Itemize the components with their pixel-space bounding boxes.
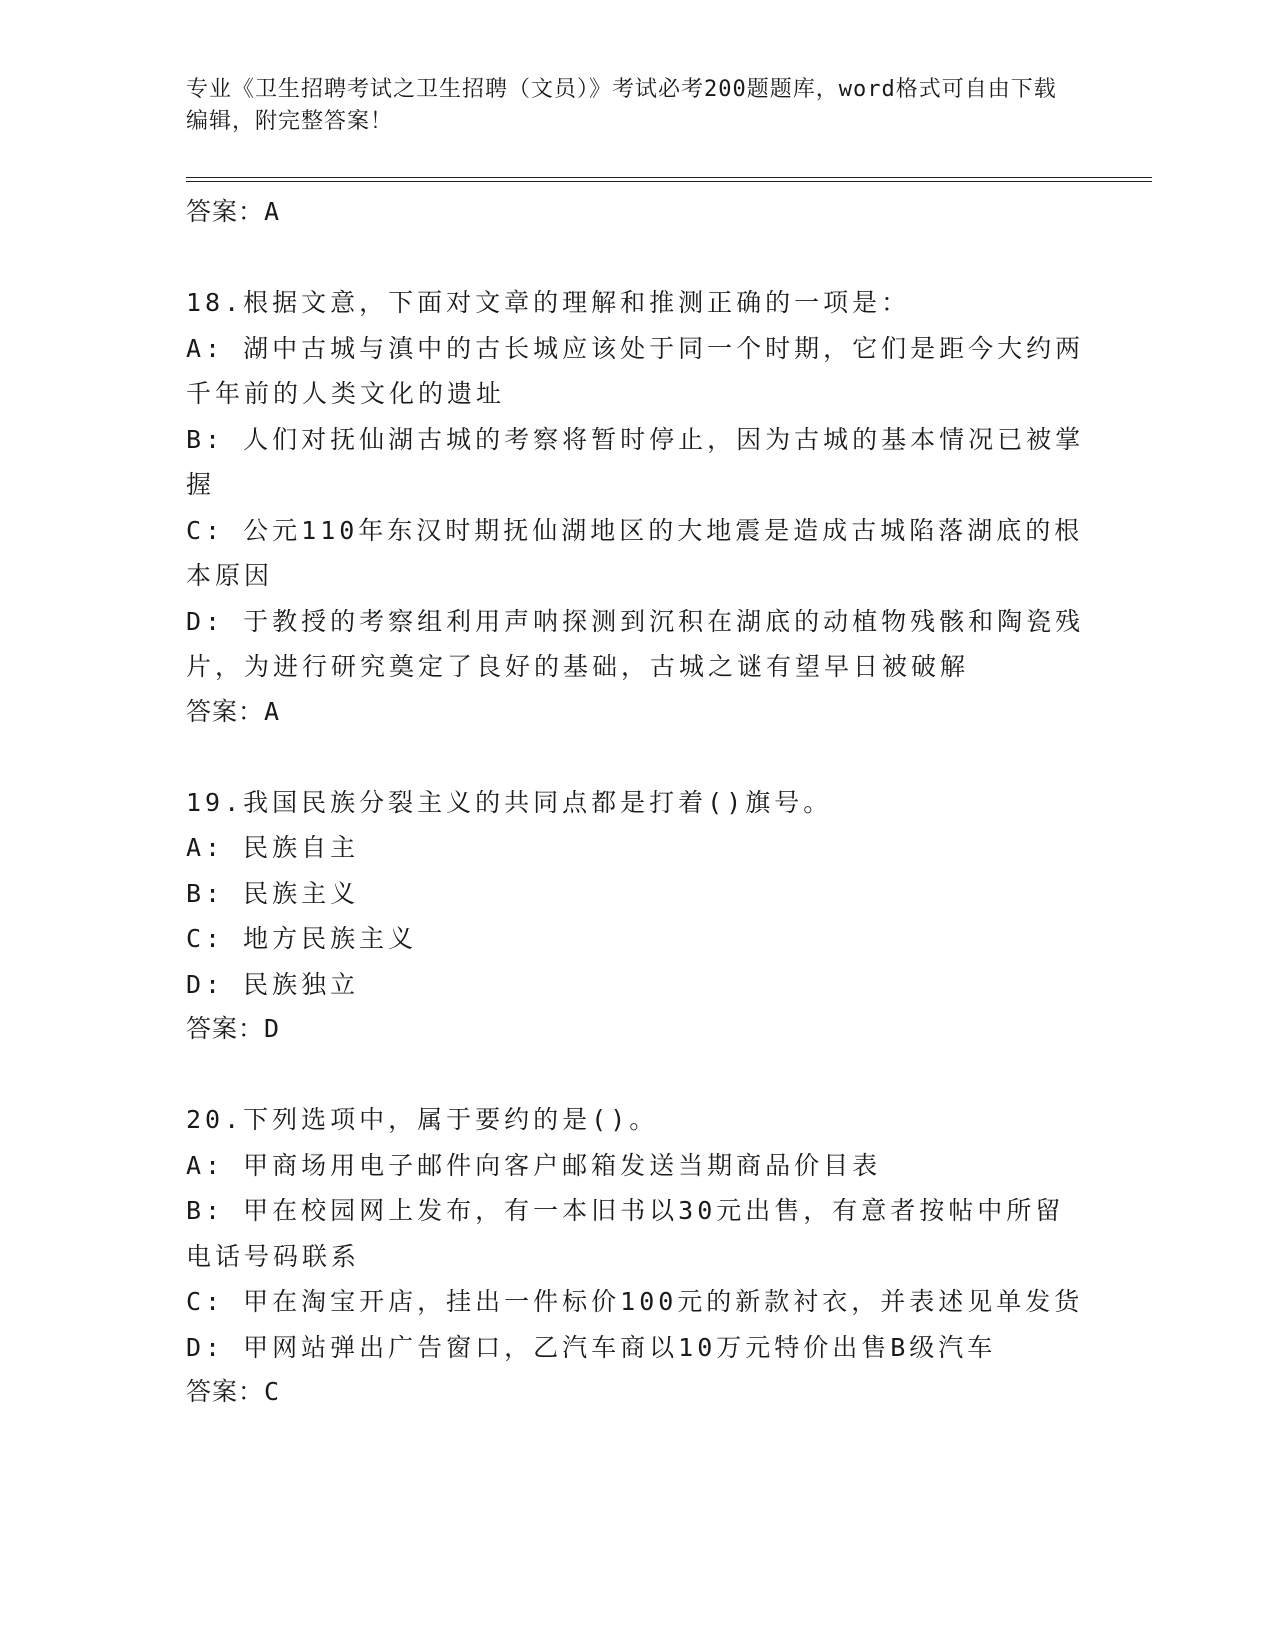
option-d: D: 民族独立 — [186, 969, 360, 999]
answer-line: 答案：D — [186, 1014, 281, 1043]
option-c: C: 甲在淘宝开店，挂出一件标价100元的新款衬衣，并表述见单发货 — [186, 1287, 1084, 1316]
header-divider-top — [186, 177, 1152, 178]
option-c: C: 公元110年东汉时期抚仙湖地区的大地震是造成古城陷落湖底的根本原因 — [186, 515, 1084, 590]
option-c: C: 地方民族主义 — [186, 924, 418, 953]
option-d: D: 于教授的考察组利用声呐探测到沉积在湖底的动植物残骸和陶瓷残片，为进行研究奠定了良好的基础，古城之谜有望早日被破解 — [186, 606, 1085, 681]
document-header: 专业《卫生招聘考试之卫生招聘（文员）》考试必考200题题库，word格式可自由下载编辑，附完整答案！ — [186, 77, 1057, 134]
answer-line: 答案：A — [186, 197, 281, 226]
option-b: B: 人们对抚仙湖古城的考察将暂时停止，因为古城的基本情况已被掌握 — [186, 424, 1085, 499]
option-b: B: 甲在校园网上发布，有一本旧书以30元出售，有意者按帖中所留电话号码联系 — [186, 1196, 1065, 1271]
answer-line: 答案：A — [186, 696, 281, 726]
question-stem: 18.根据文意，下面对文章的理解和推测正确的一项是： — [186, 288, 911, 317]
option-a: A: 湖中古城与滇中的古长城应该处于同一个时期，它们是距今大约两千年前的人类文化的遗址 — [186, 333, 1085, 408]
question-stem: 19.我国民族分裂主义的共同点都是打着()旗号。 — [186, 787, 833, 817]
question-stem: 20.下列选项中，属于要约的是()。 — [186, 1105, 659, 1134]
option-b: B: 民族主义 — [186, 878, 360, 908]
option-a: A: 甲商场用电子邮件向客户邮箱发送当期商品价目表 — [186, 1150, 882, 1180]
question-20 — [186, 1097, 1086, 1408]
answer-line: 答案：C — [186, 1377, 281, 1406]
option-a: A: 民族自主 — [186, 833, 360, 862]
question-19 — [186, 780, 1086, 1046]
header-divider-bottom — [186, 181, 1152, 182]
document-body — [186, 190, 1086, 1460]
question-18 — [186, 280, 1086, 728]
option-d: D: 甲网站弹出广告窗口，乙汽车商以10万元特价出售B级汽车 — [186, 1332, 997, 1362]
